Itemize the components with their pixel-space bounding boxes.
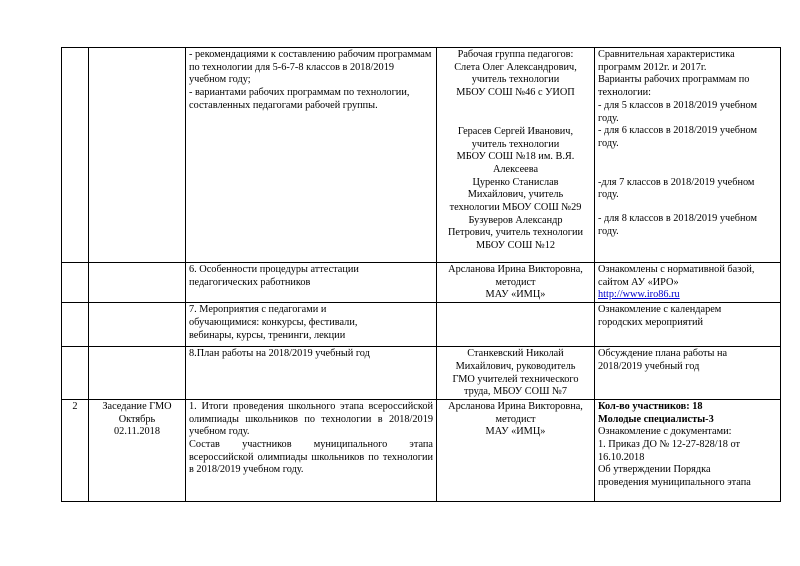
row-when-cell: [89, 347, 186, 400]
who-line: Станкевский Николай: [467, 348, 564, 360]
table-row: [62, 263, 781, 303]
topic-line: вебинары, курсы, тренинги, лекции: [189, 329, 346, 341]
who-line: учитель технологии: [471, 74, 560, 86]
who-line: Петрович, учитель технологии: [447, 227, 584, 239]
who-line: Алексеева: [492, 163, 539, 175]
topic-line: обучающимися: конкурсы, фестивали,: [189, 316, 358, 328]
result-line: году.: [598, 137, 619, 149]
spacer: [598, 202, 777, 213]
row-who-cell: [437, 48, 595, 263]
result-line: сайтом АУ «ИРО»: [598, 276, 679, 288]
row-number-cell: [62, 48, 89, 263]
row-number-cell: [62, 399, 89, 501]
result-bold-line: Кол-во участников: 18: [598, 400, 703, 412]
iro86-link[interactable]: http://www.iro86.ru: [598, 289, 680, 301]
table-row: [62, 399, 781, 501]
result-bold-line: Молодые специалисты-3: [598, 413, 714, 425]
row-result-cell: [595, 303, 781, 347]
row-result-cell: [595, 263, 781, 303]
row-topic-cell: [186, 48, 437, 263]
who-line: МАУ «ИМЦ»: [485, 426, 546, 438]
result-line: 16.10.2018: [598, 451, 645, 463]
spacer: [598, 151, 777, 177]
who-line: технологии МБОУ СОШ №29: [449, 202, 582, 214]
who-line: ГМО учителей технического: [452, 373, 579, 385]
spacer: [440, 100, 591, 126]
row-number-cell: [62, 347, 89, 400]
row-who-cell: [437, 347, 595, 400]
row-when-cell: [89, 303, 186, 347]
row-when-cell: [89, 48, 186, 263]
result-line: Обсуждение плана работы на: [598, 348, 728, 360]
result-line: Об утверждении Порядка: [598, 464, 711, 476]
who-line: МБОУ СОШ №12: [475, 240, 556, 252]
topic-paragraph: 1. Итоги проведения школьного этапа всероссийской олимпиады школьников по технологии в 2018/2019 учебном году.: [189, 400, 433, 438]
topic-paragraph: Состав участников муниципального этапа всероссийской олимпиады школьников по технологии в 2018/2019 учебном году.: [189, 439, 433, 476]
result-line: -для 7 классов в 2018/2019 учебном: [598, 176, 755, 188]
who-line: труда, МБОУ СОШ №7: [463, 386, 568, 398]
result-line: Ознакомление с документами:: [598, 426, 732, 438]
topic-line: 7. Мероприятия с педагогами и: [189, 304, 327, 316]
row-number: 2: [72, 400, 78, 412]
result-line: Ознакомлены с нормативной базой,: [598, 264, 755, 275]
result-line: Ознакомление с календарем: [598, 304, 722, 316]
who-line: Рабочая группа педагогов:: [457, 49, 574, 60]
when-line: 02.11.2018: [114, 426, 160, 438]
result-line: - для 5 классов в 2018/2019 учебном: [598, 99, 758, 111]
row-result-cell: [595, 399, 781, 501]
row-result-cell: [595, 48, 781, 263]
result-line: году.: [598, 225, 619, 237]
who-line: Герасев Сергей Иванович,: [457, 125, 574, 137]
result-line: городских мероприятий: [598, 316, 703, 328]
plan-table: [61, 47, 781, 502]
row-topic-cell: [186, 263, 437, 303]
who-line: Арсланова Ирина Викторовна,: [448, 400, 583, 412]
who-line: МБОУ СОШ №18 им. В.Я.: [456, 151, 575, 163]
who-line: методист: [495, 276, 536, 288]
result-line: 1. Приказ ДО № 12-27-828/18 от: [598, 439, 741, 451]
row-topic-cell: [186, 303, 437, 347]
who-line: Цуренко Станислав: [472, 176, 559, 188]
row-number-cell: [62, 303, 89, 347]
result-line: Варианты рабочих программам по: [598, 74, 750, 86]
who-line: Арсланова Ирина Викторовна,: [448, 264, 583, 275]
result-line: - для 6 классов в 2018/2019 учебном: [598, 125, 758, 137]
who-line: Бузуверов Александр: [468, 214, 563, 226]
row-who-cell: [437, 303, 595, 347]
row-who-cell: [437, 399, 595, 501]
row-when-cell: [89, 399, 186, 501]
row-result-cell: [595, 347, 781, 400]
who-line: Михайлович, руководитель: [455, 360, 576, 372]
topic-line: 8.План работы на 2018/2019 учебный год: [189, 348, 370, 360]
result-line: году.: [598, 112, 619, 124]
topic-line: 6. Особенности процедуры аттестации: [189, 264, 359, 275]
result-line: 2018/2019 учебный год: [598, 360, 700, 372]
result-line: технологии:: [598, 87, 651, 99]
table-row: [62, 48, 781, 263]
row-who-cell: [437, 263, 595, 303]
table-row: [62, 347, 781, 400]
when-line: Октябрь: [118, 413, 156, 425]
row-topic-cell: [186, 347, 437, 400]
row-number-cell: [62, 263, 89, 303]
result-line: программ 2012г. и 2017г.: [598, 61, 707, 73]
result-line: Сравнительная характеристика: [598, 49, 735, 60]
topic-line: - рекомендациями к составлению рабочим программам по технологии для 5-6-7-8 классов в 2018/2019 учебном году;: [189, 49, 432, 86]
result-line: проведения муниципального этапа: [598, 477, 751, 489]
who-line: учитель технологии: [471, 138, 560, 150]
who-line: МАУ «ИМЦ»: [485, 289, 546, 301]
table-row: [62, 303, 781, 347]
who-line: Михайлович, учитель: [467, 189, 564, 201]
result-line: году.: [598, 189, 619, 201]
topic-line: педагогических работников: [189, 276, 311, 288]
who-line: методист: [495, 413, 536, 425]
topic-line: - вариантами рабочих программам по технологии, составленных педагогами рабочей группы.: [189, 87, 410, 111]
result-line: - для 8 классов в 2018/2019 учебном: [598, 213, 758, 225]
who-line: МБОУ СОШ №46 с УИОП: [456, 87, 575, 99]
who-line: Слета Олег Александрович,: [454, 61, 577, 73]
row-when-cell: [89, 263, 186, 303]
row-topic-cell: [186, 399, 437, 501]
when-line: Заседание ГМО: [102, 400, 172, 412]
